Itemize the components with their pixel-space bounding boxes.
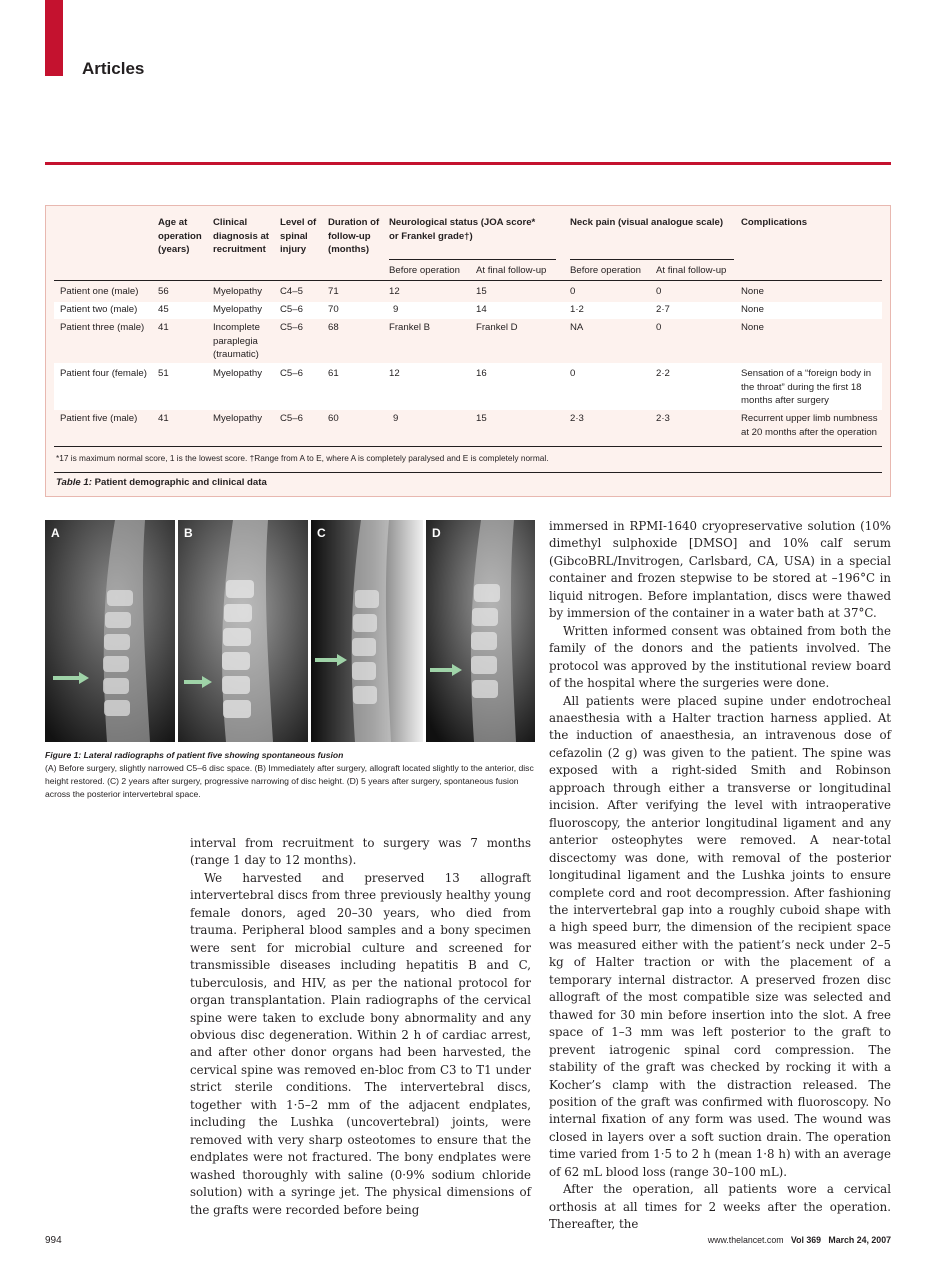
cell-neck-before: 0	[570, 368, 576, 379]
subheader-neuro-after: At final follow-up	[476, 265, 547, 276]
header-rule	[45, 162, 891, 165]
table-1	[45, 205, 891, 497]
table-footnote: *17 is maximum normal score, 1 is the lowest score. †Range from A to E, where A is completely paralysed and E is completely normal.	[56, 453, 549, 463]
cell-complications: None	[741, 322, 764, 333]
col-header-diagnosis: Clinical diagnosis at recruitment	[213, 217, 269, 255]
cell-neuro-before: 9	[393, 413, 399, 424]
xray-panel-b	[178, 520, 308, 742]
paragraph: After the operation, all patients wore a cervical orthosis at all times for 2 weeks after the operation. Thereafter, the	[549, 1182, 891, 1232]
panel-label-a: A	[51, 526, 60, 540]
xray-panel-d	[426, 520, 535, 742]
journal-date: March 24, 2007	[828, 1235, 891, 1245]
body-column-right	[549, 518, 891, 1234]
cell-age: 41	[158, 413, 169, 424]
cell-level: C5–6	[280, 368, 303, 379]
cell-level: C5–6	[280, 304, 303, 315]
panel-label-d: D	[432, 526, 441, 540]
paragraph: We harvested and preserved 13 allograft intervertebral discs from three previously healthy young female donors, aged 20–30 years, who died from trauma. Peripheral blood samples and a bony specimen were sent for microbial culture and screened for transmissible diseases including hepatitis B and C, tuberculosis, and HIV, as per the national protocol for organ transplantation. Plain radiographs of the cervical spine were taken to exclude bony abnormality and any obvious disc degeneration. Within 2 h of cardiac arrest, and after other donor organs had been harvested, the cervical spine was removed en-bloc from C3 to T1 under strict sterile conditions. The intervertebral discs, together with 1·5–2 mm of the adjacent endplates, including the Lushka (uncovertebral) joints, were removed with very sharp osteotomes to ensure that the endplates were not fractured. The bony endplates were washed thoroughly with saline (0·9% sodium chloride solution) with a syringe jet. The physical dimensions of the grafts were recorded before being	[190, 870, 531, 1217]
cell-diagnosis: Myelopathy	[213, 304, 263, 315]
cell-duration: 60	[328, 413, 339, 424]
cell-neuro-after: Frankel D	[476, 322, 518, 333]
paragraph: interval from recruitment to surgery was 7 months (range 1 day to 12 months).	[190, 836, 531, 868]
journal-volume: Vol 369	[790, 1235, 822, 1245]
subheader-neuro-before: Before operation	[389, 265, 460, 276]
cell-age: 51	[158, 368, 169, 379]
figure-legend: (A) Before surgery, slightly narrowed C5–6 disc space. (B) Immediately after surgery, allograft located slightly to the anterior, disc height restored. (C) 2 years after surgery, progressive narrowing of disc height. (D) 5 years after surgery, spontaneous fusion across the posterior intervertebral space.	[45, 763, 534, 799]
cell-patient: Patient four (female)	[60, 368, 147, 379]
col-header-complications: Complications	[741, 217, 808, 228]
cell-diagnosis: Incomplete paraplegia (traumatic)	[213, 322, 260, 360]
col-header-level: Level of spinal injury	[280, 217, 317, 255]
cell-neck-after: 0	[656, 286, 662, 297]
cell-neuro-after: 14	[476, 304, 487, 315]
xray-panel-a	[45, 520, 175, 742]
table-caption	[56, 477, 267, 488]
table-caption-label: Table 1:	[56, 477, 92, 488]
cell-patient: Patient five (male)	[60, 413, 138, 424]
cell-neck-after: 2·3	[656, 413, 670, 424]
cell-patient: Patient three (male)	[60, 322, 145, 333]
header-rule	[54, 280, 882, 281]
cell-duration: 70	[328, 304, 339, 315]
cell-neck-after: 2·7	[656, 304, 670, 315]
subheader-neck-before: Before operation	[570, 265, 641, 276]
body-column-left	[190, 835, 531, 1219]
cell-neuro-before: 12	[389, 286, 400, 297]
panel-label-c: C	[317, 526, 326, 540]
caption-rule	[54, 472, 882, 473]
paragraph: Written informed consent was obtained from both the family of the donors and the patients involved. The protocol was approved by the institutional review board of the hospital where the surgeries were done.	[549, 623, 891, 691]
cell-patient: Patient one (male)	[60, 286, 139, 297]
cell-duration: 71	[328, 286, 339, 297]
col-header-age: Age at operation (years)	[158, 217, 202, 255]
cell-diagnosis: Myelopathy	[213, 286, 263, 297]
col-header-neck: Neck pain (visual analogue scale)	[570, 217, 724, 228]
cell-age: 41	[158, 322, 169, 333]
cell-neck-before: 0	[570, 286, 576, 297]
page-number: 994	[45, 1235, 62, 1246]
xray-panel-c	[311, 520, 423, 742]
neck-subrule	[570, 259, 734, 260]
paragraph: immersed in RPMI-1640 cryopreservative solution (10% dimethyl sulphoxide [DMSO] and 10% calf serum (GibcoBRL/Invitrogen, Carlsbard, CA, USA) in a special container and frozen stepwise to be stored at –196°C in liquid nitrogen. Before implantation, discs were thawed by immersion of the container in a water bath at 37°C.	[549, 519, 891, 621]
journal-url: www.thelancet.com	[707, 1235, 784, 1245]
cell-age: 45	[158, 304, 169, 315]
cell-neck-before: NA	[570, 322, 584, 333]
cell-complications: None	[741, 286, 764, 297]
cell-duration: 68	[328, 322, 339, 333]
paragraph: All patients were placed supine under endotrocheal anaesthesia with a Halter traction harness applied. At the induction of anaesthesia, an intravenous dose of cefazolin (2 g) was given to the patient. The spine was exposed with a right-sided Smith and Robinson approach through either a transverse or longitudinal incision. After verifying the level with intraoperative fluoroscopy, the anterior longitudinal ligament and any anterior osteophytes were removed. A near-total discectomy was done, with removal of the posterior longitudinal ligament and the Lushka joints to ensure complete cord and root decompression. After fashioning the intervertebral gap into a roughly cuboid shape with a high speed burr, the dimension of the recipient space was measured either with the patient’s neck under 2–5 kg of Halter traction or with the placement of a temporary internal distractor. A preserved frozen disc allograft of the most compatible size was selected and thawed for 30 min before insertion into the slot. A free space of 1–3 mm was left posterior to the graft to prevent iatrogenic spinal cord compression. The stability of the graft was checked by rocking it with a Kocher’s clamp with the distraction released. The position of the graft was confirmed with fluoroscopy. No internal fixation of any form was used. The wound was closed in layers over a soft suction drain. The operation time varied from 1·5 to 2 h (mean 1·8 h) with an average of 62 mL blood loss (range 30–100 mL).	[549, 693, 891, 1179]
cell-complications: Sensation of a “foreign body in the throat” during the first 18 months after surgery	[741, 368, 872, 406]
cell-neuro-before: 12	[389, 368, 400, 379]
cell-neck-after: 2·2	[656, 368, 670, 379]
subheader-neck-after: At final follow-up	[656, 265, 727, 276]
cell-neck-before: 2·3	[570, 413, 584, 424]
col-header-neuro: Neurological status (JOA score* or Frankel grade†)	[389, 217, 536, 242]
cell-neuro-after: 15	[476, 286, 487, 297]
xray-image-c	[311, 520, 423, 742]
cell-neuro-before: 9	[393, 304, 399, 315]
cell-neck-before: 1·2	[570, 304, 584, 315]
cell-age: 56	[158, 286, 169, 297]
xray-image-d	[426, 520, 535, 742]
neuro-subrule	[389, 259, 556, 260]
xray-image-a	[45, 520, 175, 742]
xray-image-b	[178, 520, 308, 742]
cell-diagnosis: Myelopathy	[213, 413, 263, 424]
figure-caption	[45, 749, 535, 801]
cell-patient: Patient two (male)	[60, 304, 138, 315]
journal-footer	[708, 1235, 891, 1245]
cell-level: C5–6	[280, 322, 303, 333]
figure-title: Figure 1: Lateral radiographs of patient five showing spontaneous fusion	[45, 750, 344, 760]
cell-complications: Recurrent upper limb numbness at 20 months after the operation	[741, 413, 878, 438]
cell-neck-after: 0	[656, 322, 662, 333]
cell-diagnosis: Myelopathy	[213, 368, 263, 379]
col-header-duration: Duration of follow-up (months)	[328, 217, 380, 255]
cell-complications: None	[741, 304, 764, 315]
cell-duration: 61	[328, 368, 339, 379]
cell-neuro-before: Frankel B	[389, 322, 431, 333]
table-bottom-rule	[54, 446, 882, 447]
cell-level: C5–6	[280, 413, 303, 424]
section-color-bar	[45, 0, 63, 76]
cell-neuro-after: 15	[476, 413, 487, 424]
cell-level: C4–5	[280, 286, 303, 297]
section-label: Articles	[82, 59, 145, 78]
table-caption-text: Patient demographic and clinical data	[94, 477, 267, 488]
cell-neuro-after: 16	[476, 368, 487, 379]
panel-label-b: B	[184, 526, 193, 540]
